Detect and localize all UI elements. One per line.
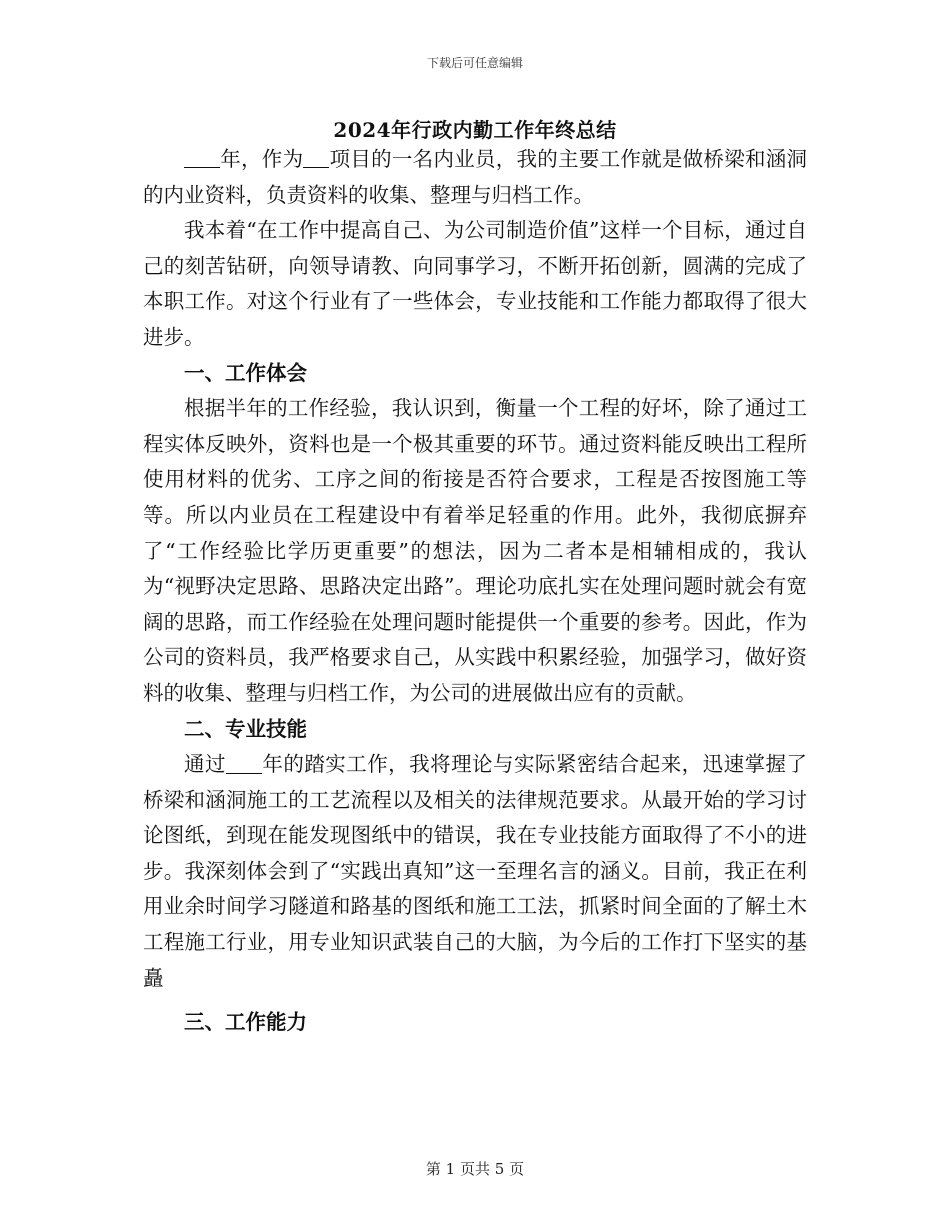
section-2-text-a: 通过 bbox=[184, 752, 226, 777]
section-heading-2: 二、专业技能 bbox=[184, 716, 307, 741]
intro-text-b: 项目的一名内业员，我的主要工作就是做桥梁和涵洞的内业资料，负责资料的收集、整理与归档工作。 bbox=[143, 147, 808, 207]
section-2-text-b: 年的踏实工作，我将理论与实际紧密结合起来，迅速掌握了桥梁和涵洞施工的工艺流程以及相关的法律规范要求。从最开始的学习讨论图纸，到现在能发现图纸中的错误，我在专业技能方面取得了不小的进步。我深刻体会到了“实践出真知”这一至理名言的涵义。目前，我正在利用业余时间学习隧道和路基的图纸和施工工法，抓紧时间全面的了解土木工程施工行业，用专业知识武装自己的大脑，为今后的工作打下坚实的基矗 bbox=[143, 752, 808, 990]
intro-text-a: 年，作为 bbox=[220, 147, 304, 171]
document-body bbox=[143, 142, 807, 1041]
section-heading-3: 三、工作能力 bbox=[184, 1010, 307, 1035]
section-2-paragraph bbox=[143, 747, 807, 996]
section-1-paragraph: 根据半年的工作经验，我认识到，衡量一个工程的好坏，除了通过工程实体反映外，资料也是一个极其重要的环节。通过资料能反映出工程所使用材料的优劣、工序之间的衔接是否符合要求，工程是否按图施工等等。所以内业员在工程建设中有着举足轻重的作用。此外，我彻底摒弃了“工作经验比学历更重要”的想法，因为二者本是相辅相成的，我认为“视野决定思路、思路决定出路”。理论功底扎实在处理问题时就会有宽阔的思路，而工作经验在处理问题时能提供一个重要的参考。因此，作为公司的资料员，我严格要求自己，从实践中积累经验，加强学习，做好资料的收集、整理与归档工作，为公司的进展做出应有的贡献。 bbox=[143, 396, 807, 705]
document-title: 2024年行政内勤工作年终总结 bbox=[333, 118, 617, 142]
fill-blank bbox=[184, 146, 220, 169]
page-footer: 第 1 页共 5 页 bbox=[425, 1160, 525, 1178]
intro-paragraph-2: 我本着“在工作中提高自己、为公司制造价值”这样一个目标，通过自己的刻苦钻研，向领导请教、向同事学习，不断开拓创新，圆满的完成了本职工作。对这个行业有了一些体会，专业技能和工作能力都取得了很大进步。 bbox=[143, 218, 807, 349]
fill-blank bbox=[303, 146, 329, 169]
fill-blank bbox=[226, 751, 262, 774]
intro-paragraph-1 bbox=[143, 142, 807, 213]
section-heading-1: 一、工作体会 bbox=[184, 360, 307, 385]
header-note: 下载后可任意编辑 bbox=[426, 56, 523, 70]
